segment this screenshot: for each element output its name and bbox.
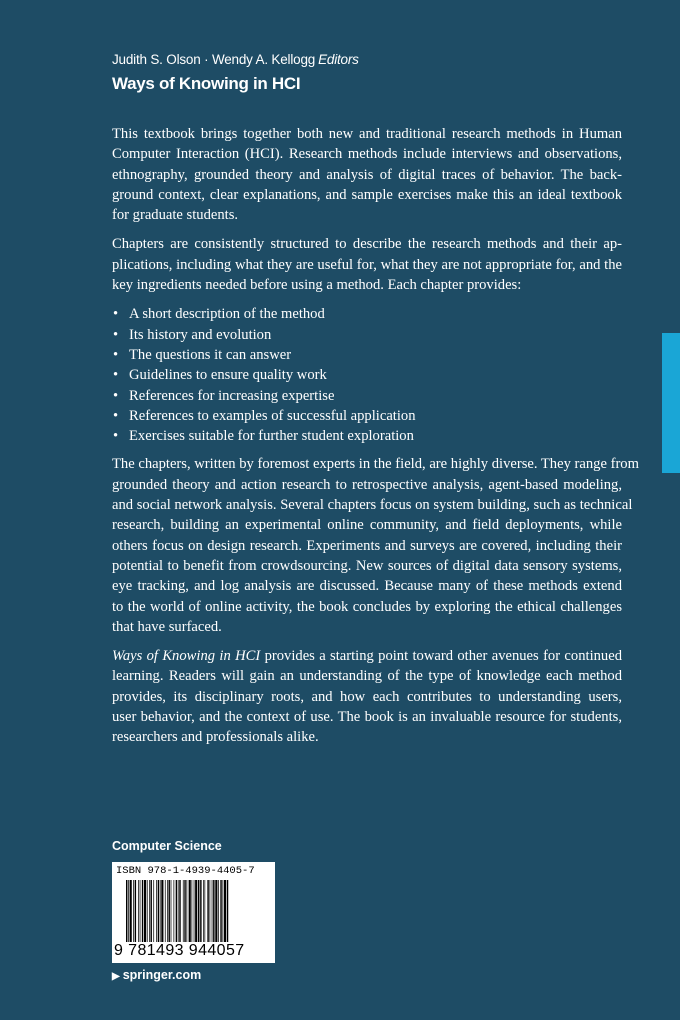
barcode-bar <box>174 880 175 942</box>
barcode-bar <box>203 880 204 942</box>
paragraph-summary <box>112 646 622 747</box>
barcode-bars <box>126 880 262 942</box>
text-fragment: provides a starting point toward other avenues for continued <box>260 648 622 665</box>
text-line: This textbook brings together both new and traditional research methods in Human <box>112 126 622 142</box>
barcode-bar <box>212 880 213 942</box>
barcode-bar <box>135 880 136 942</box>
paragraph-structure <box>112 234 622 295</box>
list-item: • A short description of the method <box>112 304 622 324</box>
text-line: and social network analysis. Several chapters focus on system building, such as technical <box>112 497 633 514</box>
text-line: eye tracking, and log analysis are discussed. Because many of these methods extend <box>112 578 622 595</box>
barcode-bar <box>210 880 211 942</box>
editors-role: Editors <box>318 52 359 67</box>
text-line: that have surfaced. <box>112 618 222 635</box>
publisher-website[interactable] <box>112 968 201 982</box>
text-line: others focus on design research. Experiments and surveys are covered, including their <box>112 537 622 554</box>
website-label: springer.com <box>122 968 202 982</box>
subject-category: Computer Science <box>112 839 222 853</box>
barcode-bar <box>189 880 191 942</box>
barcode-bar <box>192 880 193 942</box>
barcode-bar <box>147 880 148 942</box>
isbn-label: ISBN 978-1-4939-4405-7 <box>116 865 255 877</box>
text-line: Chapters are consistently structured to describe the research methods and their ap- <box>112 236 622 253</box>
barcode-bar <box>227 880 228 942</box>
text-line: ground context, clear explanations, and sample exercises make this an ideal textbook <box>112 186 622 203</box>
arrow-right-icon: ▶ <box>112 971 120 982</box>
isbn-barcode <box>112 862 275 963</box>
book-title: Ways of Knowing in HCI <box>112 74 301 93</box>
description <box>112 124 639 757</box>
list-item: • Guidelines to ensure quality work <box>112 365 622 385</box>
book-title-italic: Ways of Knowing in HCI <box>112 648 261 665</box>
barcode-bar <box>142 880 143 942</box>
barcode-bar <box>158 880 159 942</box>
text-line: researchers and professionals alike. <box>112 729 319 746</box>
barcode-bar <box>213 880 214 942</box>
list-item: • References for increasing expertise <box>112 386 622 406</box>
list-item: • Its history and evolution <box>112 325 622 345</box>
barcode-bar <box>171 880 172 942</box>
barcode-bar <box>194 880 195 942</box>
barcode-bar <box>167 880 168 942</box>
barcode-bar <box>165 880 166 942</box>
barcode-bar <box>150 880 151 942</box>
chapter-features-list <box>112 304 622 446</box>
barcode-bar <box>195 880 197 942</box>
text-line: ethnography, grounded theory and analysis of digital traces of behavior. The back- <box>112 166 622 183</box>
text-line <box>112 646 622 666</box>
text-line: provides, its disciplinary roots, and how each contributes to understanding users, <box>112 688 622 705</box>
barcode-bar <box>160 880 161 942</box>
barcode-bar <box>198 880 199 942</box>
barcode-bar <box>168 880 169 942</box>
paragraph-intro <box>112 124 622 225</box>
text-line: for graduate students. <box>112 207 239 224</box>
barcode-bar <box>220 880 221 942</box>
spine-color-tab <box>662 333 680 473</box>
ean-digits: 9 781493 944057 <box>114 942 245 959</box>
text-line: plications, including what they are useful for, what they are not appropriate for, and the <box>112 256 622 273</box>
barcode-bar <box>186 880 187 942</box>
barcode-bar <box>130 880 132 942</box>
barcode-bar <box>176 880 177 942</box>
text-line: key ingredients needed before using a method. Each chapter provides: <box>112 277 522 294</box>
barcode-bar <box>144 880 146 942</box>
barcode-bar <box>178 880 179 942</box>
barcode-bar <box>179 880 180 942</box>
editors-line <box>112 52 359 67</box>
barcode-bar <box>161 880 163 942</box>
text-line: to the world of online activity, the book concludes by exploring the ethical challenges <box>112 598 622 615</box>
text-line: research, building an experimental online community, and field deployments, while <box>112 517 622 534</box>
text-line: user behavior, and the context of use. The book is an invaluable resource for students, <box>112 709 622 726</box>
barcode-bar <box>184 880 185 942</box>
barcode-bar <box>183 880 184 942</box>
barcode-bar <box>138 880 139 942</box>
barcode-bar <box>218 880 219 942</box>
list-item: • Exercises suitable for further student exploration <box>112 426 622 446</box>
barcode-bar <box>140 880 141 942</box>
barcode-bar <box>215 880 217 942</box>
barcode-bar <box>200 880 201 942</box>
list-item: • References to examples of successful application <box>112 406 622 426</box>
barcode-bar <box>207 880 208 942</box>
barcode-bar <box>204 880 205 942</box>
barcode-bar <box>133 880 134 942</box>
text-line: Computer Interaction (HCI). Research methods include interviews and observations, <box>112 146 622 163</box>
barcode-bar <box>156 880 157 942</box>
barcode-bar <box>128 880 129 942</box>
paragraph-chapters <box>112 454 639 637</box>
text-line: grounded theory and action research to retrospective analysis, agent-based modeling, <box>112 476 622 493</box>
text-line: potential to benefit from crowdsourcing. New sources of digital data sensory systems, <box>112 557 622 574</box>
text-line: The chapters, written by foremost experts in the field, are highly diverse. They range from <box>112 456 639 473</box>
list-item: • The questions it can answer <box>112 345 622 365</box>
barcode-bar <box>149 880 150 942</box>
barcode-bar <box>153 880 154 942</box>
barcode-bar <box>224 880 226 942</box>
barcode-bar <box>222 880 223 942</box>
barcode-bar <box>126 880 127 942</box>
text-line: learning. Readers will gain an understanding of the type of knowledge each method <box>112 668 622 685</box>
editor-names: Judith S. Olson · Wendy A. Kellogg <box>112 52 316 67</box>
